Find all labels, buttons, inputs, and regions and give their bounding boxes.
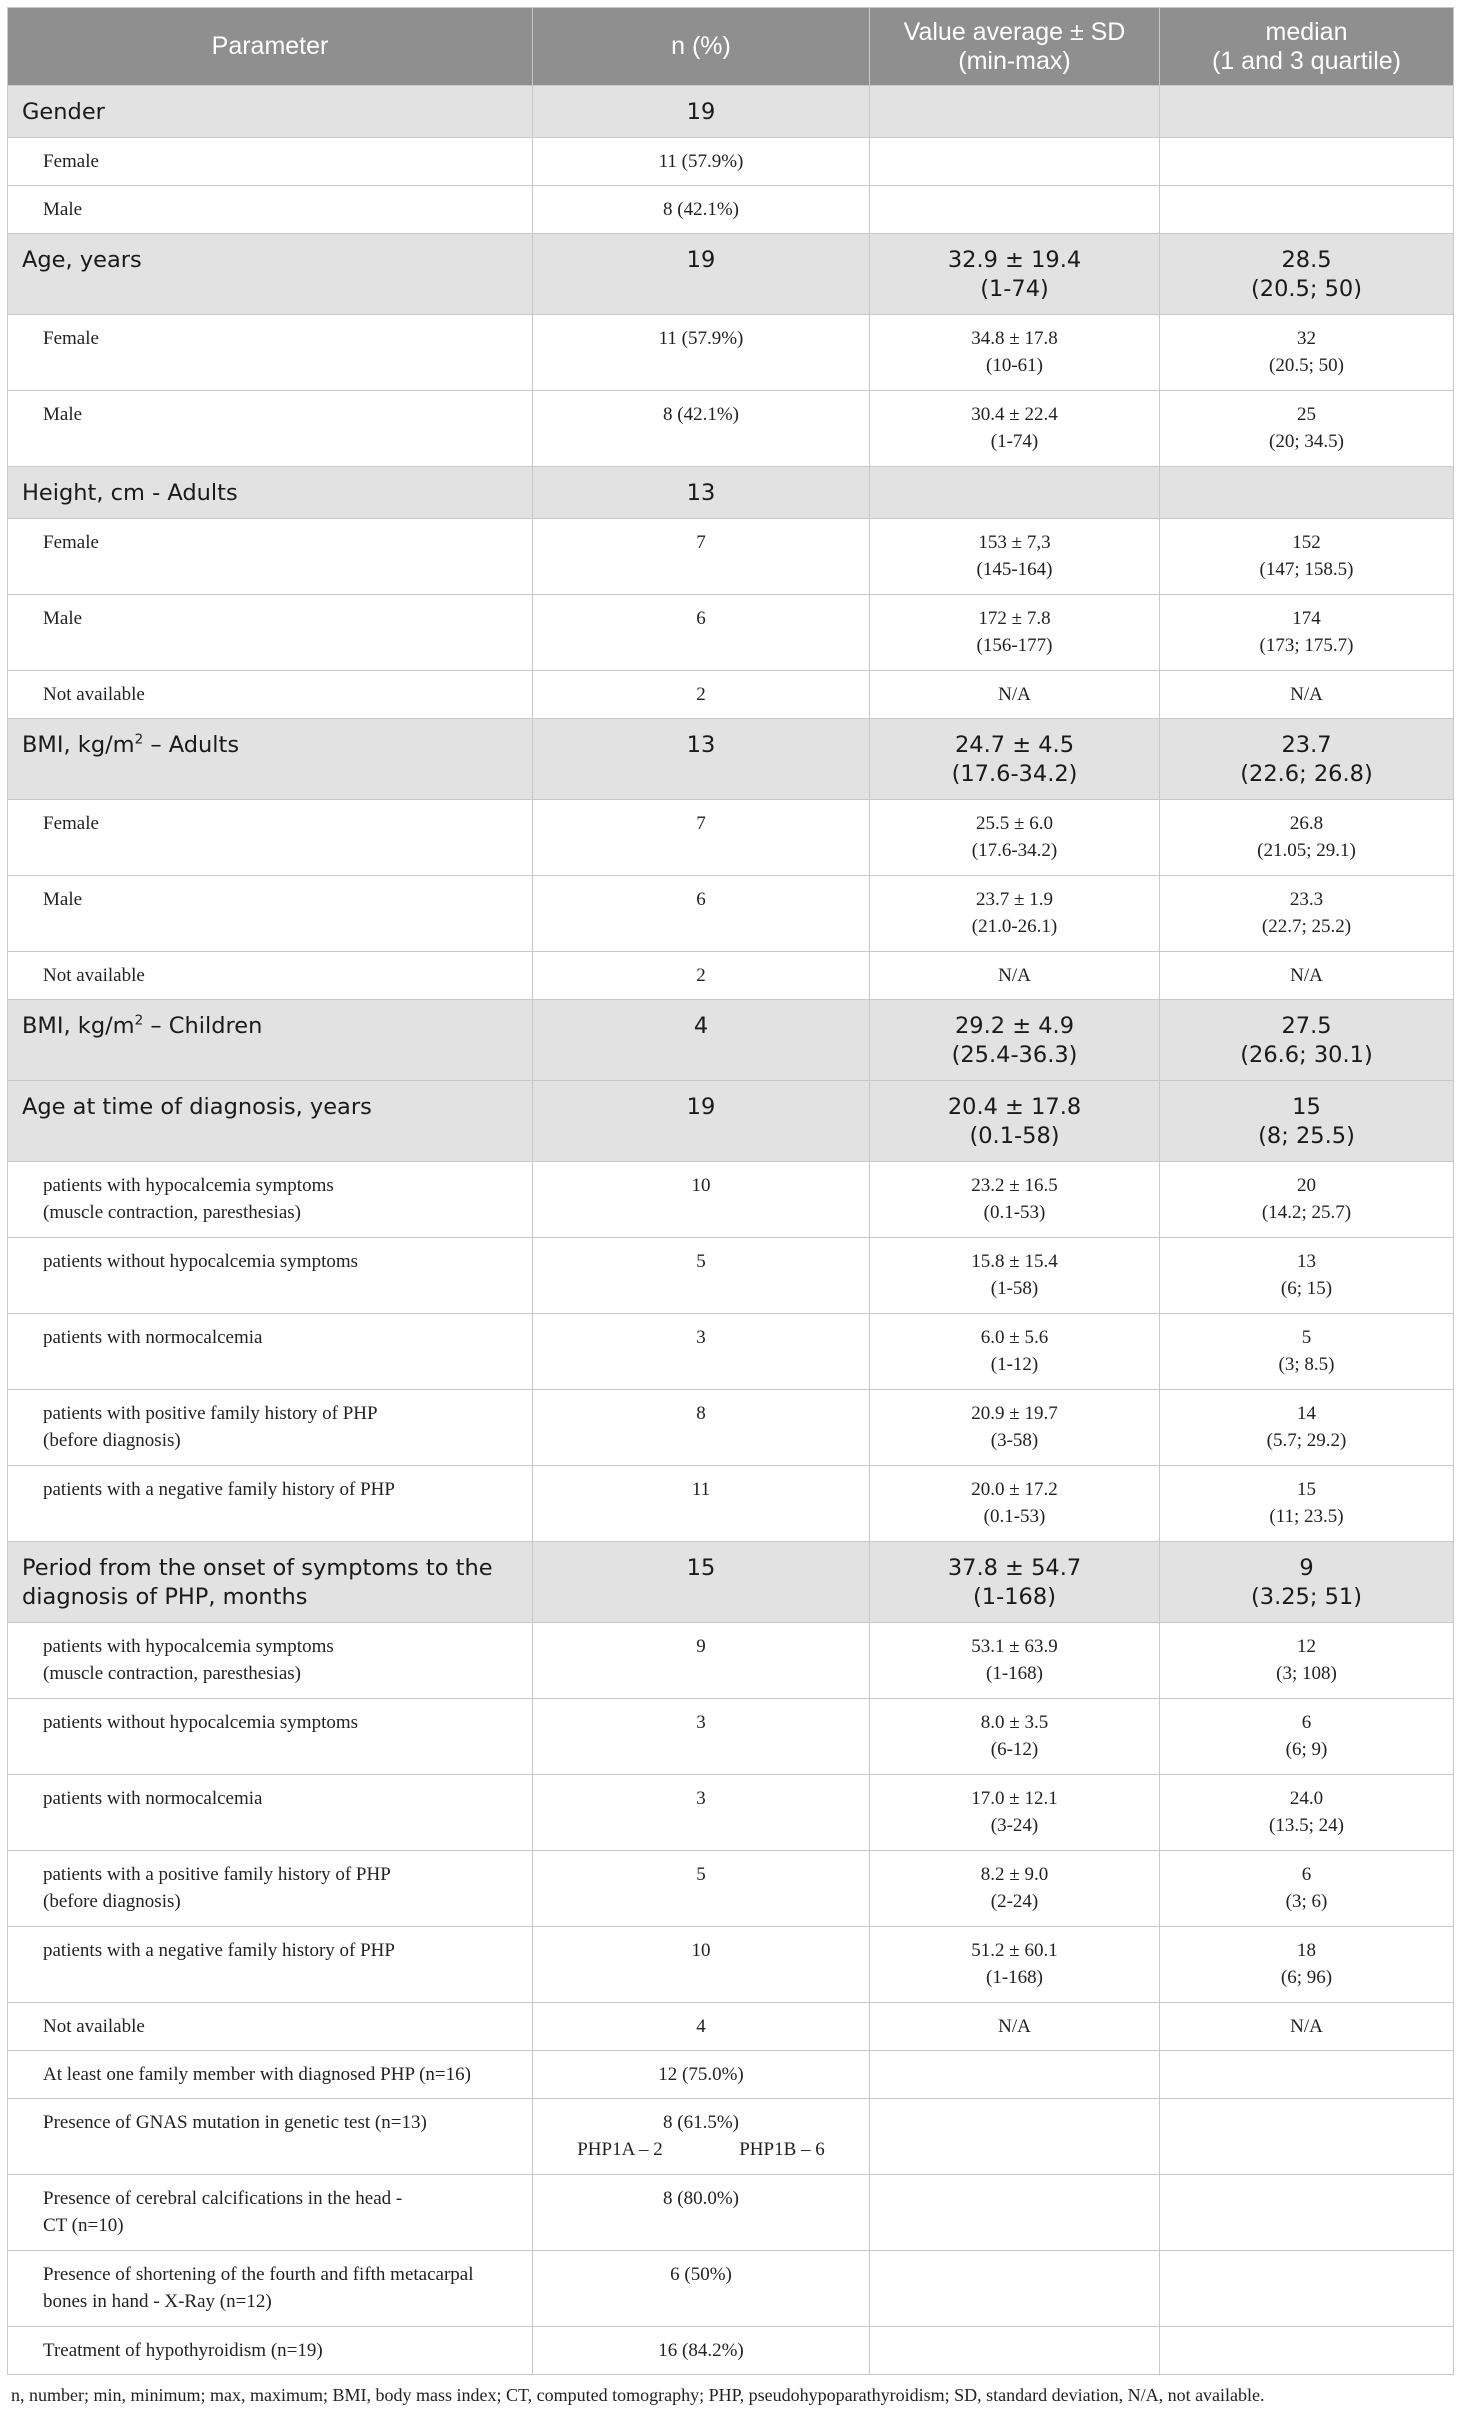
row-label: Female xyxy=(8,138,533,186)
bmi-label: BMI, kg/m xyxy=(22,732,135,758)
table-row xyxy=(8,1238,1454,1314)
table-row xyxy=(8,800,1454,876)
value-range: (25.4-36.3) xyxy=(951,1042,1078,1068)
row-label: Female xyxy=(8,519,533,595)
value-avg: 17.0 ± 12.1 xyxy=(971,1788,1058,1809)
row-value: N/A xyxy=(870,952,1160,1000)
row-n: 15 xyxy=(533,1542,870,1623)
row-value: N/A xyxy=(870,671,1160,719)
median-quartiles: (13.5; 24) xyxy=(1269,1815,1344,1836)
row-value xyxy=(870,86,1160,138)
table-row xyxy=(8,2251,1454,2327)
row-value xyxy=(870,138,1160,186)
row-n: 8 xyxy=(533,1390,870,1466)
row-value xyxy=(870,1238,1160,1314)
row-median xyxy=(1160,234,1454,315)
row-label xyxy=(8,2251,533,2327)
row-label xyxy=(8,1851,533,1927)
row-median xyxy=(1160,1775,1454,1851)
row-n xyxy=(533,2099,870,2175)
row-value xyxy=(870,1000,1160,1081)
row-n: 3 xyxy=(533,1775,870,1851)
row-median xyxy=(1160,315,1454,391)
table-row-section xyxy=(8,86,1454,138)
row-n: 19 xyxy=(533,86,870,138)
row-median xyxy=(1160,391,1454,467)
value-avg: 34.8 ± 17.8 xyxy=(971,328,1058,349)
row-label: Female xyxy=(8,315,533,391)
row-value xyxy=(870,315,1160,391)
value-avg: 23.2 ± 16.5 xyxy=(971,1175,1058,1196)
row-median xyxy=(1160,719,1454,800)
median-value: 15 xyxy=(1297,1479,1316,1500)
median-quartiles: (6; 15) xyxy=(1280,1278,1333,1299)
table-row-section xyxy=(8,467,1454,519)
median-value: 20 xyxy=(1297,1175,1316,1196)
table-row xyxy=(8,1927,1454,2003)
value-range: (6-12) xyxy=(990,1739,1039,1760)
table-row-section xyxy=(8,719,1454,800)
row-label xyxy=(8,1542,533,1623)
row-median: N/A xyxy=(1160,2003,1454,2051)
median-quartiles: (21.05; 29.1) xyxy=(1257,840,1356,861)
row-n: 3 xyxy=(533,1314,870,1390)
row-n: 2 xyxy=(533,952,870,1000)
table-row xyxy=(8,2051,1454,2099)
median-value: 25 xyxy=(1297,404,1316,425)
median-quartiles: (26.6; 30.1) xyxy=(1240,1042,1373,1068)
value-range: (145-164) xyxy=(976,559,1053,580)
table-row xyxy=(8,1162,1454,1238)
value-range: (10-61) xyxy=(986,355,1043,376)
table-row xyxy=(8,315,1454,391)
median-value: 28.5 xyxy=(1281,247,1332,273)
row-label: Male xyxy=(8,595,533,671)
row-median xyxy=(1160,1390,1454,1466)
median-value: 23.7 xyxy=(1281,732,1332,758)
row-median xyxy=(1160,1081,1454,1162)
label-line2: (before diagnosis) xyxy=(43,1430,181,1451)
bmi-group: – Children xyxy=(143,1013,263,1039)
row-value xyxy=(870,519,1160,595)
value-range: (1-168) xyxy=(986,1663,1043,1684)
row-median: N/A xyxy=(1160,671,1454,719)
label-line2: bones in hand - X-Ray (n=12) xyxy=(43,2291,272,2312)
median-quartiles: (20.5; 50) xyxy=(1250,276,1363,302)
row-label: Not available xyxy=(8,952,533,1000)
value-avg: 32.9 ± 19.4 xyxy=(947,247,1082,273)
value-avg: 37.8 ± 54.7 xyxy=(947,1555,1082,1581)
row-n: 19 xyxy=(533,1081,870,1162)
row-n: 12 (75.0%) xyxy=(533,2051,870,2099)
value-range: (0.1-53) xyxy=(983,1506,1046,1527)
row-n: 11 (57.9%) xyxy=(533,138,870,186)
median-value: 18 xyxy=(1297,1940,1316,1961)
row-label: Male xyxy=(8,186,533,234)
label-line1: patients with a positive family history of PHP xyxy=(43,1864,391,1885)
row-value xyxy=(870,2099,1160,2175)
row-value xyxy=(870,1775,1160,1851)
value-avg: 8.2 ± 9.0 xyxy=(980,1864,1049,1885)
value-avg: 53.1 ± 63.9 xyxy=(971,1636,1058,1657)
row-value: N/A xyxy=(870,2003,1160,2051)
median-value: 6 xyxy=(1301,1864,1312,1885)
table-row xyxy=(8,1466,1454,1542)
row-n: 5 xyxy=(533,1851,870,1927)
row-n: 4 xyxy=(533,1000,870,1081)
row-median xyxy=(1160,1542,1454,1623)
table-row-section xyxy=(8,1081,1454,1162)
header-value xyxy=(870,8,1160,86)
row-median xyxy=(1160,2327,1454,2375)
value-range: (156-177) xyxy=(976,635,1053,656)
table-row-section xyxy=(8,234,1454,315)
median-quartiles: (3; 108) xyxy=(1276,1663,1337,1684)
row-value xyxy=(870,2175,1160,2251)
median-value: 14 xyxy=(1297,1403,1316,1424)
row-median xyxy=(1160,876,1454,952)
median-quartiles: (3; 6) xyxy=(1285,1891,1328,1912)
median-quartiles: (3.25; 51) xyxy=(1250,1584,1363,1610)
row-label: Gender xyxy=(8,86,533,138)
value-range: (3-58) xyxy=(990,1430,1039,1451)
table-row xyxy=(8,1699,1454,1775)
row-label: patients with normocalcemia xyxy=(8,1775,533,1851)
label-line1: Presence of cerebral calcifications in the head - xyxy=(43,2188,403,2209)
row-value xyxy=(870,1927,1160,2003)
table-row xyxy=(8,138,1454,186)
row-value xyxy=(870,719,1160,800)
median-quartiles: (22.6; 26.8) xyxy=(1240,761,1373,787)
median-value: 13 xyxy=(1297,1251,1316,1272)
row-label xyxy=(8,1623,533,1699)
median-quartiles: (173; 175.7) xyxy=(1259,635,1354,656)
row-median xyxy=(1160,186,1454,234)
row-n: 10 xyxy=(533,1927,870,2003)
row-n: 13 xyxy=(533,719,870,800)
table-row xyxy=(8,952,1454,1000)
row-label xyxy=(8,719,533,800)
row-median xyxy=(1160,1238,1454,1314)
median-value: 12 xyxy=(1297,1636,1316,1657)
table-row-section xyxy=(8,1000,1454,1081)
row-n: 6 xyxy=(533,876,870,952)
row-median xyxy=(1160,2099,1454,2175)
value-avg: 30.4 ± 22.4 xyxy=(971,404,1058,425)
median-value: 23.3 xyxy=(1289,889,1324,910)
bmi-group: – Adults xyxy=(143,732,240,758)
row-n: 9 xyxy=(533,1623,870,1699)
row-label: Treatment of hypothyroidism (n=19) xyxy=(8,2327,533,2375)
row-median xyxy=(1160,800,1454,876)
row-n: 8 (42.1%) xyxy=(533,186,870,234)
row-median xyxy=(1160,1314,1454,1390)
row-median xyxy=(1160,467,1454,519)
label-line1: patients with hypocalcemia symptoms xyxy=(43,1175,334,1196)
row-n: 13 xyxy=(533,467,870,519)
table-footnote: n, number; min, minimum; max, maximum; BMI, body mass index; CT, computed tomography; PHP, pseudohypoparathyroidism; SD, standard deviation, N/A, not available. xyxy=(11,2385,1265,2405)
row-median xyxy=(1160,595,1454,671)
bmi-superscript: 2 xyxy=(134,1012,144,1029)
gnas-php1a: PHP1A – 2 xyxy=(577,2139,663,2160)
value-avg: 153 ± 7,3 xyxy=(978,532,1051,553)
row-value xyxy=(870,1466,1160,1542)
row-median xyxy=(1160,1000,1454,1081)
label-line1: Period from the onset of symptoms to the xyxy=(22,1555,493,1581)
value-range: (2-24) xyxy=(990,1891,1039,1912)
row-value xyxy=(870,234,1160,315)
value-avg: 15.8 ± 15.4 xyxy=(971,1251,1058,1272)
row-n: 8 (80.0%) xyxy=(533,2175,870,2251)
median-quartiles: (8; 25.5) xyxy=(1258,1123,1355,1149)
row-median xyxy=(1160,2051,1454,2099)
row-value xyxy=(870,467,1160,519)
table-row xyxy=(8,1851,1454,1927)
table-row xyxy=(8,2175,1454,2251)
median-value: 174 xyxy=(1292,608,1321,629)
value-range: (0.1-53) xyxy=(983,1202,1046,1223)
value-avg: 29.2 ± 4.9 xyxy=(954,1013,1075,1039)
value-range: (17.6-34.2) xyxy=(971,840,1058,861)
table-row xyxy=(8,1775,1454,1851)
row-label: Not available xyxy=(8,2003,533,2051)
value-range: (1-12) xyxy=(990,1354,1039,1375)
value-avg: 23.7 ± 1.9 xyxy=(976,889,1053,910)
value-avg: 20.9 ± 19.7 xyxy=(971,1403,1058,1424)
value-range: (0.1-58) xyxy=(969,1123,1060,1149)
median-value: 32 xyxy=(1297,328,1316,349)
median-quartiles: (11; 23.5) xyxy=(1269,1506,1344,1527)
row-value xyxy=(870,1851,1160,1927)
row-value xyxy=(870,1081,1160,1162)
value-avg: 24.7 ± 4.5 xyxy=(954,732,1075,758)
row-value xyxy=(870,186,1160,234)
patient-characteristics-table xyxy=(7,7,1454,2375)
gnas-count: 8 (61.5%) xyxy=(663,2112,739,2133)
table-row xyxy=(8,1314,1454,1390)
table-row xyxy=(8,2003,1454,2051)
median-quartiles: (20.5; 50) xyxy=(1269,355,1344,376)
table-row xyxy=(8,519,1454,595)
row-label xyxy=(8,1162,533,1238)
table-row xyxy=(8,595,1454,671)
bmi-label: BMI, kg/m xyxy=(22,1013,135,1039)
row-value xyxy=(870,800,1160,876)
value-range: (17.6-34.2) xyxy=(951,761,1078,787)
header-median-line2: (1 and 3 quartile) xyxy=(1211,46,1401,75)
row-median xyxy=(1160,1927,1454,2003)
row-n: 3 xyxy=(533,1699,870,1775)
label-line2: (muscle contraction, paresthesias) xyxy=(43,1202,301,1223)
label-line1: patients with hypocalcemia symptoms xyxy=(43,1636,334,1657)
row-n: 4 xyxy=(533,2003,870,2051)
median-value: 26.8 xyxy=(1289,813,1324,834)
value-avg: 20.0 ± 17.2 xyxy=(971,1479,1058,1500)
label-line1: patients with positive family history of PHP xyxy=(43,1403,378,1424)
row-median xyxy=(1160,1699,1454,1775)
row-median xyxy=(1160,1623,1454,1699)
label-line2: (muscle contraction, paresthesias) xyxy=(43,1663,301,1684)
row-label: patients with a negative family history of PHP xyxy=(8,1927,533,2003)
row-value xyxy=(870,1390,1160,1466)
value-range: (21.0-26.1) xyxy=(971,916,1058,937)
header-median-line1: median xyxy=(1265,17,1348,46)
row-label: patients without hypocalcemia symptoms xyxy=(8,1699,533,1775)
row-median xyxy=(1160,1162,1454,1238)
row-median xyxy=(1160,2175,1454,2251)
value-range: (1-168) xyxy=(973,1584,1056,1610)
row-median xyxy=(1160,86,1454,138)
table-row xyxy=(8,2099,1454,2175)
row-label xyxy=(8,2175,533,2251)
value-range: (1-168) xyxy=(986,1967,1043,1988)
row-n: 11 xyxy=(533,1466,870,1542)
row-n: 6 xyxy=(533,595,870,671)
value-avg: 6.0 ± 5.6 xyxy=(980,1327,1049,1348)
median-value: 27.5 xyxy=(1281,1013,1332,1039)
median-value: 15 xyxy=(1292,1094,1321,1120)
median-quartiles: (6; 96) xyxy=(1280,1967,1333,1988)
table-row xyxy=(8,1623,1454,1699)
table-container xyxy=(7,7,1453,2416)
row-value xyxy=(870,391,1160,467)
median-value: 6 xyxy=(1301,1712,1312,1733)
row-label: Presence of GNAS mutation in genetic test (n=13) xyxy=(8,2099,533,2175)
median-quartiles: (6; 9) xyxy=(1285,1739,1328,1760)
row-label xyxy=(8,1390,533,1466)
row-label xyxy=(8,1000,533,1081)
row-label: At least one family member with diagnosed PHP (n=16) xyxy=(8,2051,533,2099)
row-value xyxy=(870,2051,1160,2099)
value-avg: 8.0 ± 3.5 xyxy=(980,1712,1049,1733)
label-line1: Presence of shortening of the fourth and fifth metacarpal xyxy=(43,2264,474,2285)
row-label: Not available xyxy=(8,671,533,719)
table-row xyxy=(8,186,1454,234)
row-value xyxy=(870,2251,1160,2327)
table-row xyxy=(8,876,1454,952)
median-quartiles: (5.7; 29.2) xyxy=(1266,1430,1347,1451)
header-median xyxy=(1160,8,1454,86)
row-label: Age, years xyxy=(8,234,533,315)
row-n: 5 xyxy=(533,1238,870,1314)
row-label: patients with a negative family history of PHP xyxy=(8,1466,533,1542)
table-row xyxy=(8,1390,1454,1466)
row-median xyxy=(1160,138,1454,186)
value-range: (3-24) xyxy=(990,1815,1039,1836)
value-range: (1-58) xyxy=(990,1278,1039,1299)
value-avg: 51.2 ± 60.1 xyxy=(971,1940,1058,1961)
header-value-line1: Value average ± SD xyxy=(903,17,1126,46)
value-avg: 25.5 ± 6.0 xyxy=(976,813,1053,834)
table-row xyxy=(8,391,1454,467)
row-label: Height, cm - Adults xyxy=(8,467,533,519)
row-n: 7 xyxy=(533,800,870,876)
median-quartiles: (3; 8.5) xyxy=(1278,1354,1335,1375)
median-quartiles: (22.7; 25.2) xyxy=(1261,916,1352,937)
table-row xyxy=(8,2327,1454,2375)
row-value xyxy=(870,1162,1160,1238)
row-median xyxy=(1160,519,1454,595)
row-value xyxy=(870,1623,1160,1699)
value-avg: 20.4 ± 17.8 xyxy=(947,1094,1082,1120)
row-label: patients with normocalcemia xyxy=(8,1314,533,1390)
row-n: 16 (84.2%) xyxy=(533,2327,870,2375)
median-quartiles: (20; 34.5) xyxy=(1269,431,1344,452)
label-line2: diagnosis of PHP, months xyxy=(22,1584,308,1610)
row-n: 11 (57.9%) xyxy=(533,315,870,391)
value-avg: 172 ± 7.8 xyxy=(978,608,1051,629)
row-value xyxy=(870,1542,1160,1623)
row-value xyxy=(870,2327,1160,2375)
row-label: Female xyxy=(8,800,533,876)
median-value: 9 xyxy=(1299,1555,1314,1581)
row-median: N/A xyxy=(1160,952,1454,1000)
row-label: Male xyxy=(8,876,533,952)
table-row xyxy=(8,671,1454,719)
row-value xyxy=(870,595,1160,671)
row-label: Male xyxy=(8,391,533,467)
median-value: 152 xyxy=(1292,532,1321,553)
row-n: 2 xyxy=(533,671,870,719)
median-value: 5 xyxy=(1301,1327,1312,1348)
row-value xyxy=(870,1699,1160,1775)
row-label: patients without hypocalcemia symptoms xyxy=(8,1238,533,1314)
bmi-superscript: 2 xyxy=(134,731,144,748)
median-value: 24.0 xyxy=(1289,1788,1324,1809)
row-n: 6 (50%) xyxy=(533,2251,870,2327)
header-value-line2: (min-max) xyxy=(958,46,1071,75)
table-header-row xyxy=(8,8,1454,86)
row-n: 7 xyxy=(533,519,870,595)
median-quartiles: (147; 158.5) xyxy=(1259,559,1354,580)
table-row-section xyxy=(8,1542,1454,1623)
row-n: 19 xyxy=(533,234,870,315)
row-label: Age at time of diagnosis, years xyxy=(8,1081,533,1162)
value-range: (1-74) xyxy=(980,276,1049,302)
row-median xyxy=(1160,1466,1454,1542)
label-line2: (before diagnosis) xyxy=(43,1891,181,1912)
gnas-php1b: PHP1B – 6 xyxy=(739,2139,825,2160)
row-value xyxy=(870,1314,1160,1390)
row-median xyxy=(1160,2251,1454,2327)
value-range: (1-74) xyxy=(990,431,1039,452)
header-n: n (%) xyxy=(533,8,870,86)
row-value xyxy=(870,876,1160,952)
header-parameter: Parameter xyxy=(8,8,533,86)
row-n: 10 xyxy=(533,1162,870,1238)
median-quartiles: (14.2; 25.7) xyxy=(1261,1202,1352,1223)
label-line2: CT (n=10) xyxy=(43,2215,124,2236)
row-median xyxy=(1160,1851,1454,1927)
row-n: 8 (42.1%) xyxy=(533,391,870,467)
gnas-subtypes xyxy=(539,2136,863,2163)
